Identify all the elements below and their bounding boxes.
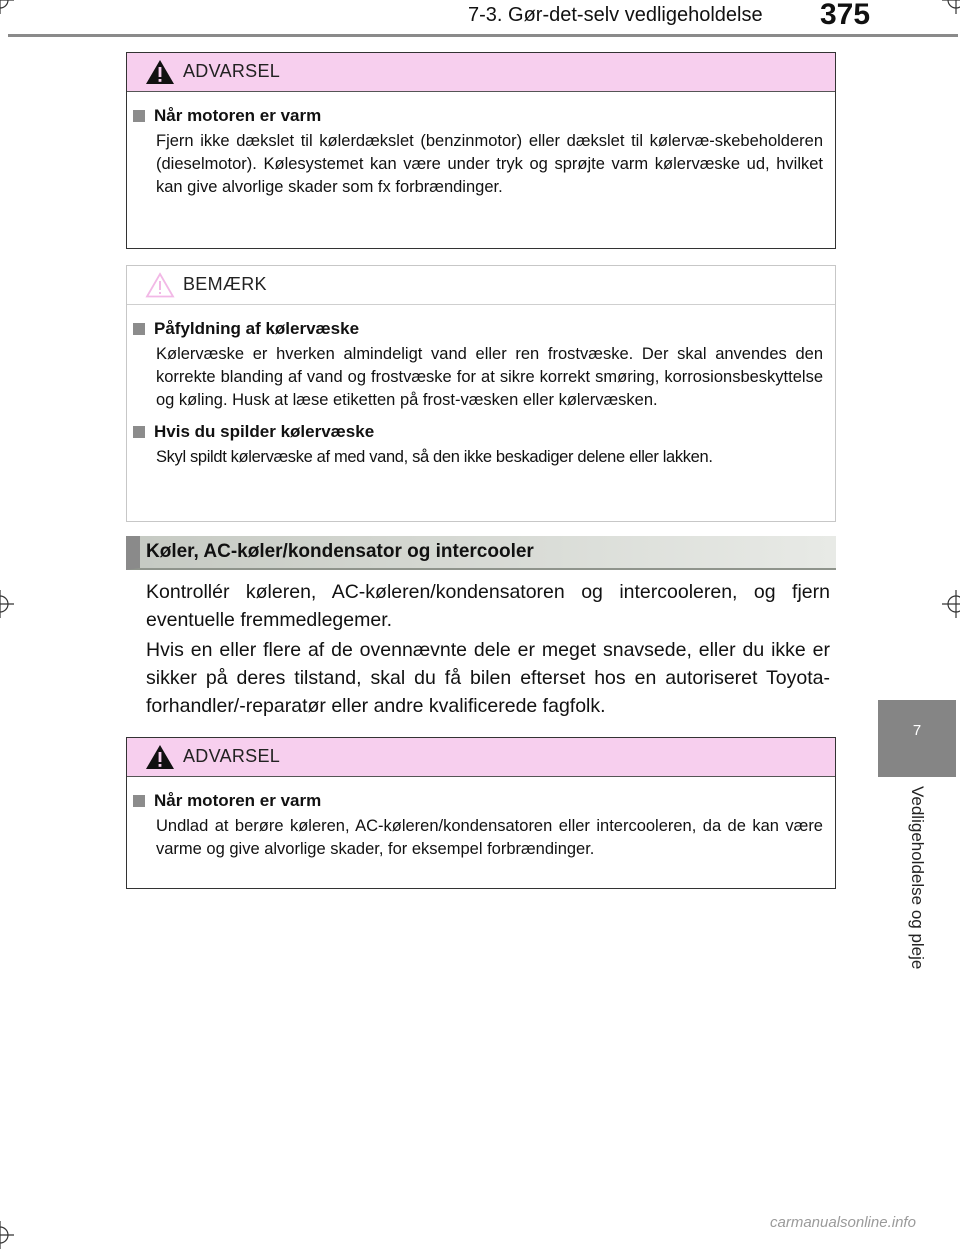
note-label: BEMÆRK [183,274,267,294]
note-item-title-2 [133,422,823,442]
note-header [127,266,835,305]
registration-mark-icon [942,0,960,14]
warning-item-text: Undlad at berøre køleren, AC-køleren/kondensatoren eller intercooleren, da de kan være varme og give alvorlige skader, for eksempel forbrændinger. [156,817,823,858]
square-bullet-icon [133,795,145,807]
warning-item-text: Fjern ikke dækslet til kølerdækslet (benzinmotor) eller dækslet til kølervæ-skebeholderen (dieselmotor). Kølesystemet kan være under tryk og sprøjte varm kølervæske ud, hvilket kan give alvorlige skader som fx forbrændinger. [156,132,823,196]
warning-box-hot-radiator [126,737,836,889]
warning-item-title-text: Når motoren er varm [154,106,322,125]
note-item-title-1-text: Påfyldning af kølervæske [154,319,360,338]
note-box-coolant [126,265,836,522]
warning-item-title-text: Når motoren er varm [154,791,322,810]
warning-item-title [133,106,823,126]
note-item-title-1 [133,319,823,339]
chapter-side-label [878,786,956,1001]
warning-triangle-icon [145,744,175,770]
warning-header [127,738,835,777]
chapter-tab: 7 [878,700,956,777]
note-item-text-2: Skyl spildt kølervæske af med vand, så den ikke beskadiger delene eller lakken. [156,448,713,466]
warning-box-hot-engine [126,52,836,249]
registration-mark-icon [0,1221,14,1249]
caution-triangle-icon [145,272,175,298]
registration-mark-icon [0,590,14,618]
footer-watermark: carmanualsonline.info [770,1214,916,1231]
warning-header [127,53,835,92]
chapter-label: Vedligeholdelse og pleje [908,786,927,970]
warning-triangle-icon [145,59,175,85]
body-paragraph-2: Hvis en eller flere af de ovennævnte dele er meget snavsede, eller du ikke er sikker på deres tilstand, skal du få bilen efterset hos en autoriseret Toyota-forhandler/-reparatør eller andre kvalificerede fagfolk. [146,639,830,717]
section-body [146,578,830,722]
registration-mark-icon [0,0,14,14]
square-bullet-icon [133,323,145,335]
warning-label: ADVARSEL [183,61,281,81]
page-number: 375 [820,0,871,31]
warning-label: ADVARSEL [183,746,281,766]
body-paragraph-1: Kontrollér køleren, AC-køleren/kondensatoren og intercooleren, og fjern eventuelle fremmedlegemer. [146,581,830,631]
note-item-title-2-text: Hvis du spilder kølervæske [154,422,375,441]
header-rule [8,34,958,37]
square-bullet-icon [133,426,145,438]
registration-mark-icon [942,590,960,618]
warning-item-title [133,791,823,811]
running-header: 7-3. Gør-det-selv vedligeholdelse [468,4,763,26]
note-item-text-1: Kølervæske er hverken almindeligt vand eller ren frostvæske. Der skal anvendes den korrekte blanding af vand og frostvæske for at sikre korrekt smøring, korrosionsbeskyttelse og køling. Husk at læse etiketten på frost-væsken eller kølervæsken. [156,345,823,409]
section-heading: Køler, AC-køler/kondensator og intercooler [126,536,836,570]
square-bullet-icon [133,110,145,122]
